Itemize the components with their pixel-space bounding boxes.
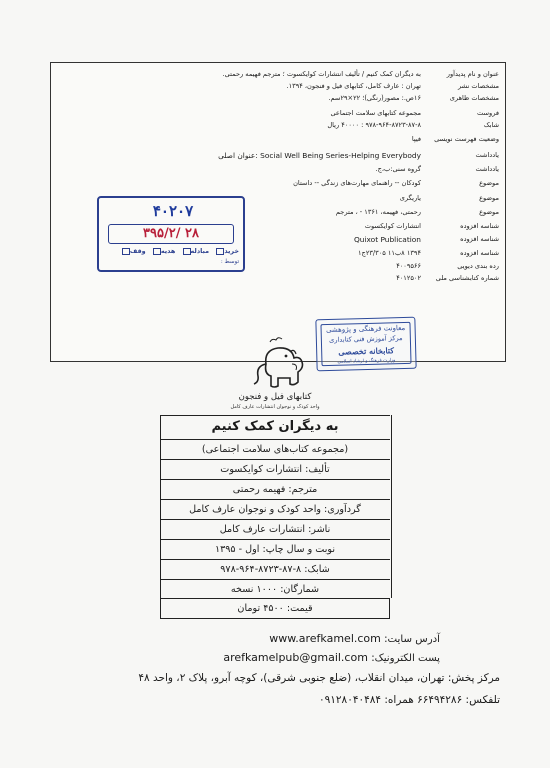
copies: شمارگان: ۱۰۰۰ نسخه: [160, 579, 390, 599]
check-item: خرید: [215, 247, 239, 255]
checkbox-icon: [122, 248, 130, 255]
cip-label: شماره کتابشناسی ملی: [435, 274, 499, 282]
library-stamp: [315, 317, 416, 372]
cip-label: وضعیت فهرست نویسی: [434, 135, 499, 143]
cip-value: ۴۰۱۲۵۰۲: [396, 274, 421, 282]
book-title: به دیگران کمک کنیم: [160, 415, 390, 439]
cip-row: [51, 93, 505, 104]
cip-label: فروست: [477, 109, 499, 117]
cip-row: [51, 108, 505, 119]
email-line: [223, 651, 440, 664]
cip-value: تهران : عارف کامل، کتابهای فیل و فنجون، ۱۳۹۴.: [286, 82, 421, 90]
cip-label: یادداشت: [475, 151, 499, 159]
logo-subtitle: واحد کودک و نوجوان انتشارات عارف کامل: [230, 404, 320, 410]
cip-value: به دیگران کمک کنیم / تألیف انتشارات کوایکسوت ؛ مترجم فهیمه رحمتی.: [222, 70, 421, 78]
cip-label: رده بندی دیویی: [457, 262, 499, 270]
cip-value: یاریگری: [399, 194, 421, 202]
cip-label: موضوع: [479, 179, 499, 187]
cip-value: ۴۰۰۹۵۶۶: [396, 262, 421, 270]
translator: مترجم: فهیمه رحمتی: [160, 479, 390, 499]
cip-row: [51, 150, 505, 161]
cip-value: ۱۶ص.: مصور(رنگی)؛ ۲۲×۲۹سم.: [328, 94, 421, 102]
cip-value: عنوان اصلی: Social Well Being Series-Helping Everybody: [218, 151, 421, 160]
cip-row: [51, 273, 505, 284]
cip-label: شناسه افزوده: [460, 222, 499, 230]
compiler: گردآوری: واحد کودک و نوجوان عارف کامل: [160, 499, 390, 519]
author: تألیف: انتشارات کوایکسوت: [160, 459, 390, 479]
cip-label: موضوع: [479, 194, 499, 202]
accession-number: ۴۰۲۰۷: [152, 202, 194, 220]
library-stamp-line: مرکز آموزش فنی کتابداری: [329, 334, 403, 344]
accession-stamp: [97, 196, 245, 272]
cip-label: یادداشت: [475, 165, 499, 173]
cip-label: عنوان و نام پدیدآور: [446, 70, 499, 78]
series-name: (مجموعه کتاب‌های سلامت اجتماعی): [160, 439, 390, 459]
accession-date: ۳۹۵/۲/ ۲۸: [108, 224, 234, 244]
email-link[interactable]: arefkamelpub@gmail.com: [223, 651, 368, 664]
check-item: هدیه: [152, 247, 175, 255]
website-line: [269, 632, 440, 645]
cip-value: فیپا: [411, 135, 421, 143]
cip-row: [51, 164, 505, 175]
checkbox-icon: [153, 248, 161, 255]
cip-label: شناسه افزوده: [460, 235, 499, 243]
cip-value: ۹۷۸-۹۶۴-۸۷۲۳-۸۷-۸ : ۴۰۰۰۰ ریال: [327, 121, 421, 129]
cip-label: شابک: [483, 121, 499, 129]
library-stamp-line: وزارت فرهنگ و ارشاد اسلامی: [337, 358, 396, 365]
check-item: مبادله: [182, 247, 210, 255]
stamp-by-label: توسط :: [220, 259, 239, 265]
cip-value: انتشارات کوایکسوت: [364, 222, 421, 230]
cip-row: [51, 134, 505, 145]
website-label: آدرس سایت:: [384, 634, 440, 645]
library-stamp-line: معاونت فرهنگی و پژوهشی: [325, 323, 406, 335]
cip-row: [51, 178, 505, 189]
cip-value: رحمتی، فهیمه، ۱۳۶۱ - ، مترجم: [335, 208, 421, 216]
logo-name: کتابهای فیل و فنجون: [238, 392, 312, 402]
cip-label: شناسه افزوده: [460, 249, 499, 257]
cip-label: موضوع: [479, 208, 499, 216]
publisher: ناشر: انتشارات عارف کامل: [160, 519, 390, 539]
cip-value: گروه سنی:ب،ج.: [375, 165, 421, 173]
distribution-address: مرکز پخش: تهران، میدان انقلاب، (ضلع جنوبی شرقی)، کوچه آبرو، پلاک ۲، واحد ۴۸: [138, 672, 500, 684]
edition: نوبت و سال چاپ: اول - ۱۳۹۵: [160, 539, 390, 559]
website-link[interactable]: www.arefkamel.com: [269, 632, 381, 645]
email-label: پست الکترونیک:: [371, 653, 440, 664]
check-item: وقف: [121, 247, 146, 255]
library-stamp-line: کتابخانه تخصصی: [338, 345, 395, 357]
cip-label: مشخصات ظاهری: [449, 94, 499, 102]
price: قیمت: ۴۵۰۰ تومان: [160, 598, 390, 619]
cip-value: ۱۳۹۴ ۸ب۱۱ ۲۳/۳۰۵ج۱: [358, 249, 421, 257]
cip-label: مشخصات نشر: [457, 82, 499, 90]
acquisition-checkboxes: [105, 247, 239, 255]
cip-row: [51, 69, 505, 80]
isbn: شابک: ۸-۸۷-۸۷۲۳-۹۶۴-۹۷۸: [160, 559, 390, 579]
cip-value: Quixot Publication: [353, 235, 421, 244]
cip-row: [51, 120, 505, 131]
phone-numbers: تلفکس: ۶۶۴۹۴۲۸۶ همراه: ۰۹۱۲۸۰۴۰۴۸۴: [319, 694, 500, 706]
cip-value: مجموعه کتابهای سلامت اجتماعی: [330, 109, 421, 117]
cip-row: [51, 81, 505, 92]
cip-value: کودکان -- راهنمای مهارت‌های زندگی -- داستان: [293, 179, 421, 187]
checkbox-icon: [183, 248, 191, 255]
